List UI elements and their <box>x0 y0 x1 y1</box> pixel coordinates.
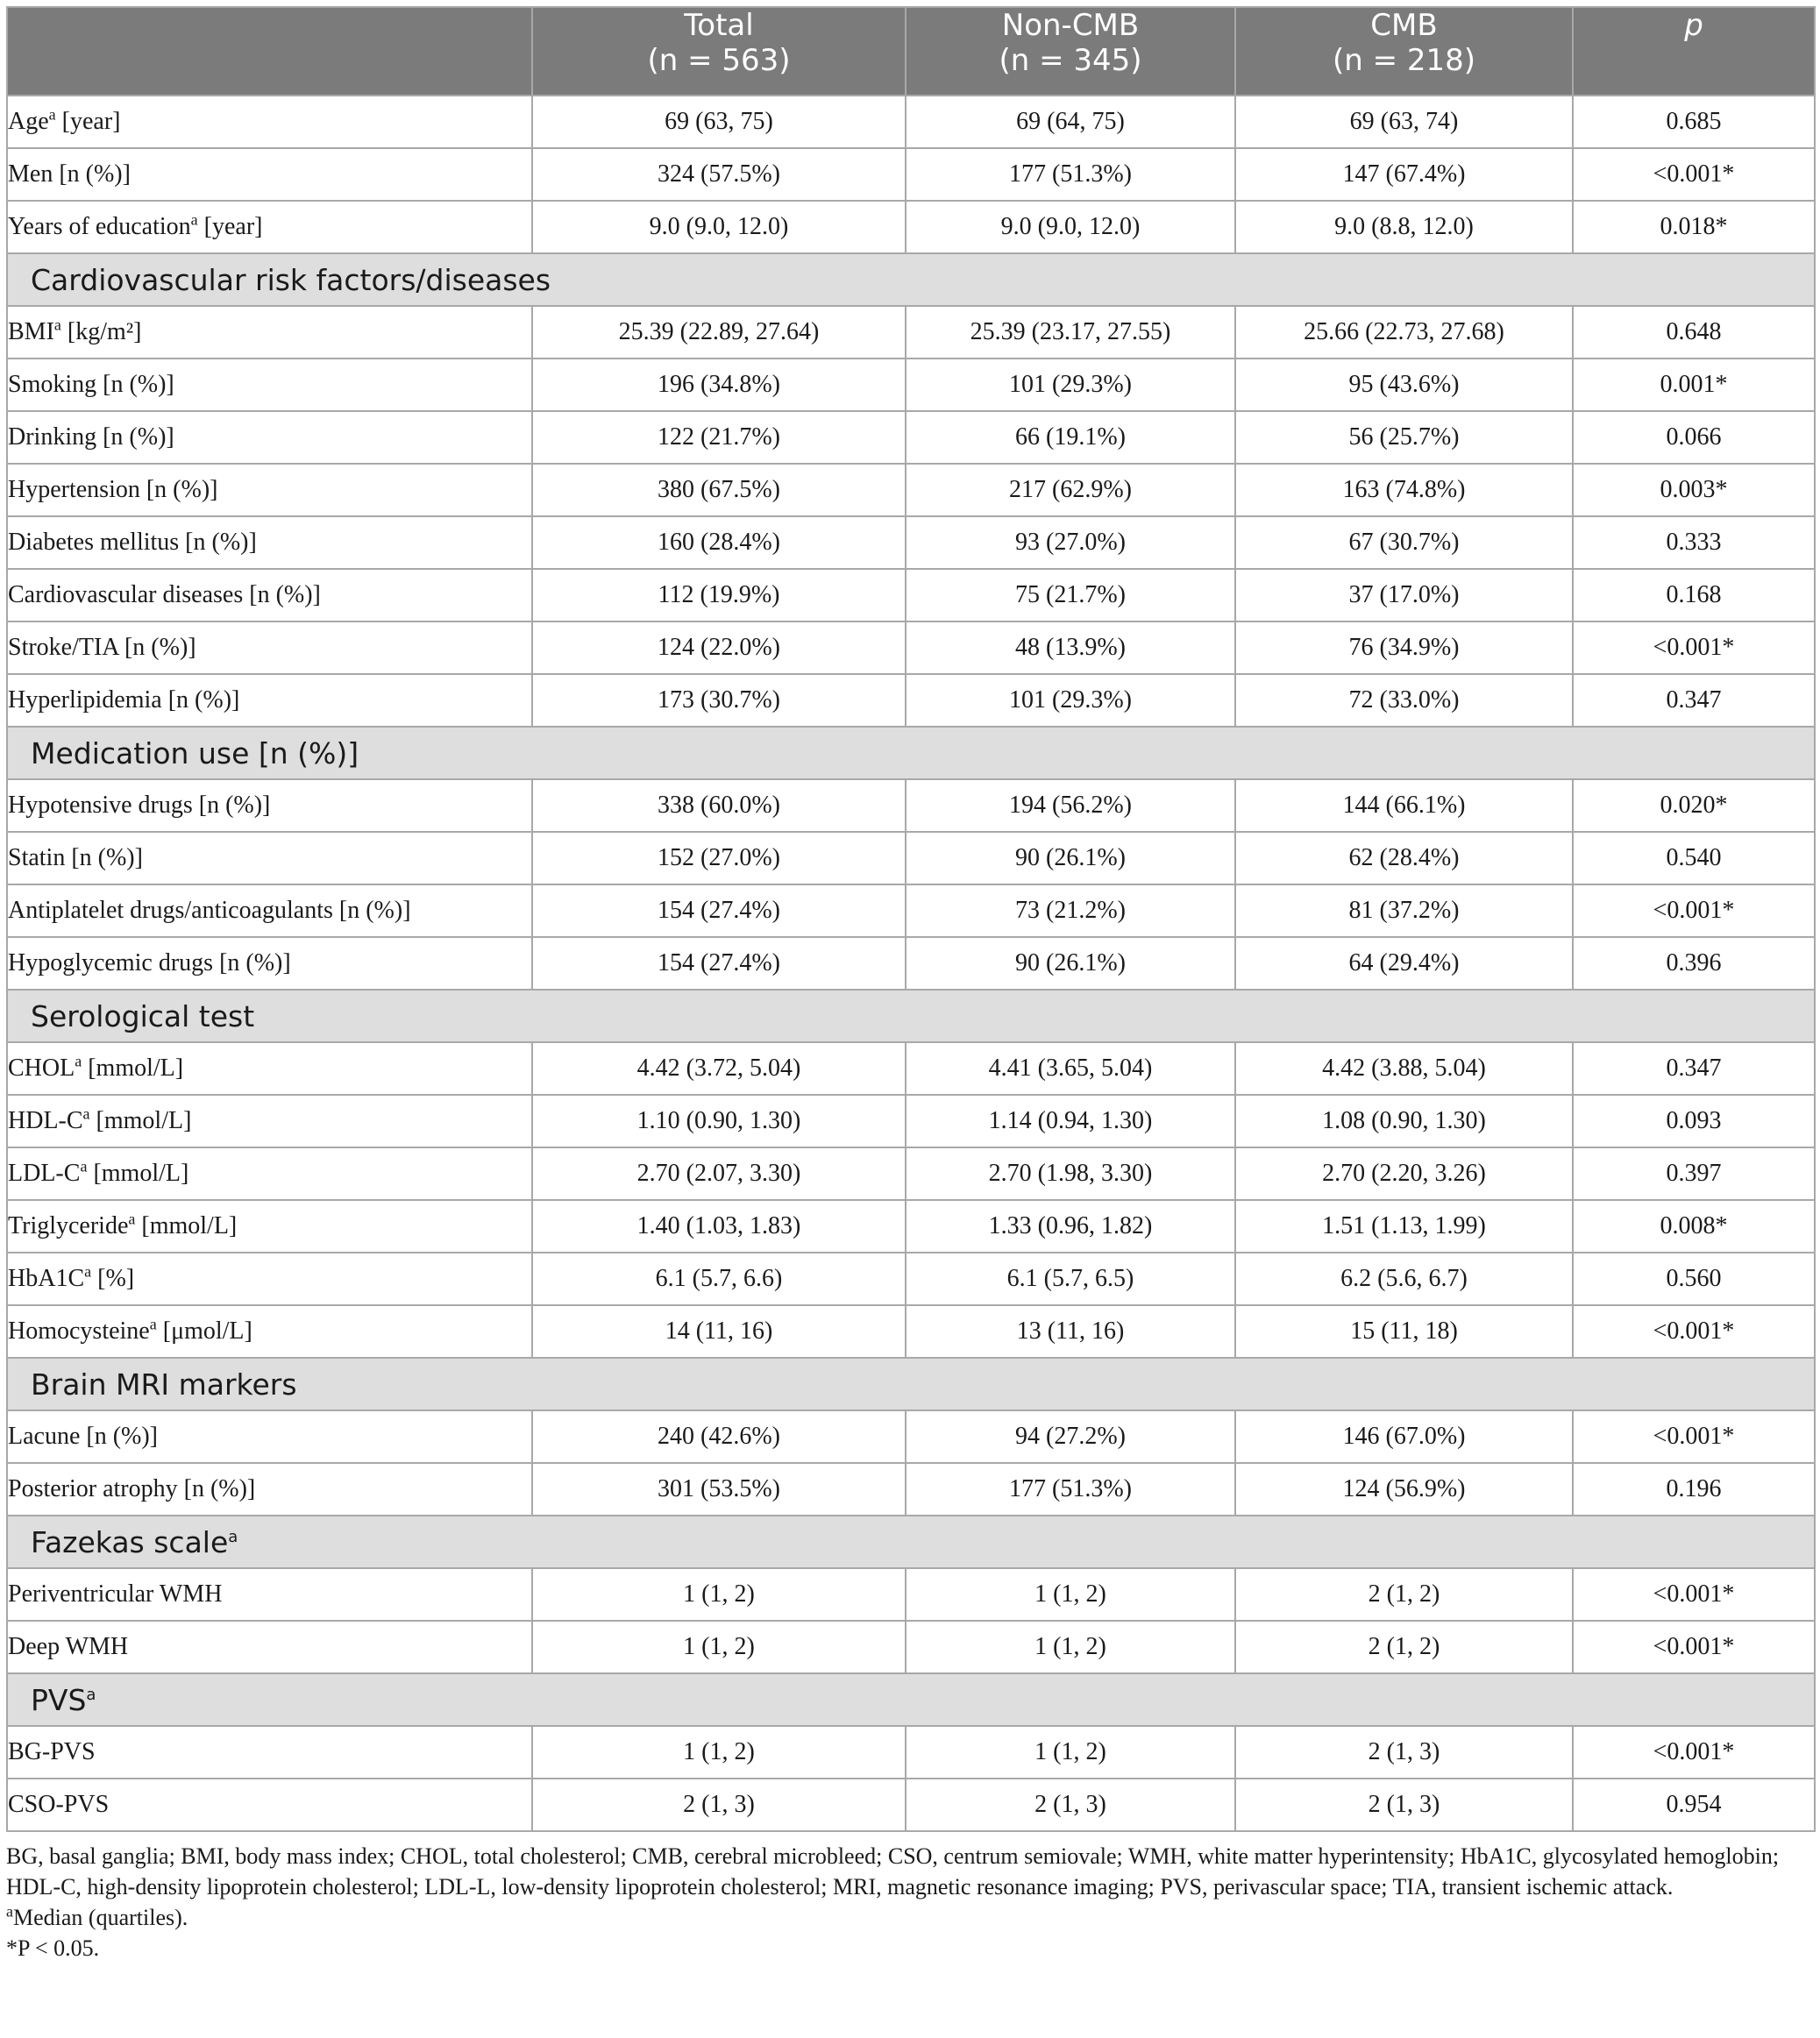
header-cmb-n: (n = 218) <box>1332 43 1476 78</box>
row-label-unit: [kg/m²] <box>60 318 142 345</box>
header-cmb-title: CMB <box>1370 8 1438 43</box>
row-label-text: Triglyceride <box>8 1212 129 1239</box>
cell-non-cmb: 1 (1, 2) <box>906 1726 1235 1779</box>
section-row <box>7 1358 1815 1410</box>
header-row <box>7 7 1815 96</box>
row-label-footnote-marker: a <box>75 1052 82 1070</box>
cell-cmb: 62 (28.4%) <box>1235 832 1573 884</box>
section-title <box>7 1516 1815 1568</box>
cell-p-value: 0.648 <box>1573 306 1815 359</box>
cell-non-cmb: 73 (21.2%) <box>906 884 1235 937</box>
cell-cmb: 2 (1, 3) <box>1235 1726 1573 1779</box>
cell-p-value: <0.001* <box>1573 1726 1815 1779</box>
header-p <box>1573 7 1815 96</box>
table-row <box>7 411 1815 464</box>
cell-non-cmb: 90 (26.1%) <box>906 937 1235 990</box>
row-label-text: Homocysteine <box>8 1317 150 1345</box>
row-label <box>7 516 532 569</box>
cell-p-value: 0.018* <box>1573 201 1815 253</box>
row-label-text: Age <box>8 108 49 135</box>
cell-cmb: 15 (11, 18) <box>1235 1305 1573 1358</box>
row-label-text: Hypertension [n (%)] <box>8 476 218 503</box>
cell-cmb: 81 (37.2%) <box>1235 884 1573 937</box>
footnote-abbreviations: BG, basal ganglia; BMI, body mass index; CHOL, total cholesterol; CMB, cerebral microbleed; CSO, centrum semiovale; WMH, white matter hyperintensity; HbA1C, glycosylated hemoglobin; HDL-C, high-density lipoprotein cholesterol; LDL-L, low-density lipoprotein cholesterol; MRI, magnetic resonance imaging; PVS, perivascular space; TIA, transient ischemic attack. <box>6 1843 1780 1900</box>
row-label-text: Hyperlipidemia [n (%)] <box>8 686 240 714</box>
table-row <box>7 464 1815 516</box>
row-label-text: BMI <box>8 318 54 345</box>
table-row <box>7 1568 1815 1621</box>
cell-non-cmb: 94 (27.2%) <box>906 1410 1235 1463</box>
cell-cmb: 147 (67.4%) <box>1235 148 1573 201</box>
row-label <box>7 1568 532 1621</box>
section-row <box>7 1673 1815 1726</box>
row-label-unit: [μmol/L] <box>156 1317 252 1345</box>
cell-total: 154 (27.4%) <box>532 937 906 990</box>
table-row <box>7 1726 1815 1779</box>
cell-cmb: 69 (63, 74) <box>1235 96 1573 148</box>
row-label <box>7 1147 532 1200</box>
header-cmb <box>1235 7 1573 96</box>
row-label <box>7 1463 532 1516</box>
cell-cmb: 9.0 (8.8, 12.0) <box>1235 201 1573 253</box>
cell-non-cmb: 2.70 (1.98, 3.30) <box>906 1147 1235 1200</box>
header-non-cmb-n: (n = 345) <box>999 43 1142 78</box>
row-label-text: LDL-C <box>8 1160 81 1187</box>
header-total-title: Total <box>684 8 754 43</box>
cell-total: 1.10 (0.90, 1.30) <box>532 1095 906 1147</box>
cell-cmb: 2 (1, 2) <box>1235 1621 1573 1673</box>
cell-p-value: 0.168 <box>1573 569 1815 621</box>
cell-cmb: 2.70 (2.20, 3.26) <box>1235 1147 1573 1200</box>
row-label <box>7 884 532 937</box>
cell-total: 173 (30.7%) <box>532 674 906 727</box>
cell-total: 152 (27.0%) <box>532 832 906 884</box>
cell-non-cmb: 4.41 (3.65, 5.04) <box>906 1042 1235 1095</box>
row-label-unit: [mmol/L] <box>87 1160 189 1187</box>
cell-total: 324 (57.5%) <box>532 148 906 201</box>
cell-total: 2 (1, 3) <box>532 1779 906 1831</box>
header-non-cmb-title: Non-CMB <box>1001 8 1140 43</box>
section-title <box>7 1673 1815 1726</box>
row-label-footnote-marker: a <box>149 1315 157 1333</box>
row-label <box>7 201 532 253</box>
cell-cmb: 4.42 (3.88, 5.04) <box>1235 1042 1573 1095</box>
cell-p-value: 0.008* <box>1573 1200 1815 1253</box>
row-label-footnote-marker: a <box>80 1157 88 1175</box>
table-row <box>7 359 1815 411</box>
table-row <box>7 1410 1815 1463</box>
footnote-median-text: Median (quartiles). <box>13 1905 188 1930</box>
row-label-unit: [mmol/L] <box>135 1212 238 1239</box>
cell-cmb: 95 (43.6%) <box>1235 359 1573 411</box>
section-title-text: Serological test <box>31 998 255 1033</box>
table-row <box>7 1621 1815 1673</box>
row-label-footnote-marker: a <box>128 1210 136 1228</box>
cell-total: 69 (63, 75) <box>532 96 906 148</box>
table-row <box>7 1200 1815 1253</box>
cell-p-value: 0.066 <box>1573 411 1815 464</box>
cell-p-value: <0.001* <box>1573 1568 1815 1621</box>
cell-cmb: 124 (56.9%) <box>1235 1463 1573 1516</box>
cell-total: 196 (34.8%) <box>532 359 906 411</box>
table-row <box>7 148 1815 201</box>
table-row <box>7 1095 1815 1147</box>
cell-non-cmb: 66 (19.1%) <box>906 411 1235 464</box>
cell-cmb: 76 (34.9%) <box>1235 621 1573 674</box>
cell-p-value: 0.333 <box>1573 516 1815 569</box>
header-label-column <box>7 7 532 96</box>
row-label <box>7 1726 532 1779</box>
cell-total: 1.40 (1.03, 1.83) <box>532 1200 906 1253</box>
section-row <box>7 1516 1815 1568</box>
cell-p-value: 0.093 <box>1573 1095 1815 1147</box>
cell-cmb: 56 (25.7%) <box>1235 411 1573 464</box>
cell-p-value: 0.540 <box>1573 832 1815 884</box>
cell-p-value: 0.954 <box>1573 1779 1815 1831</box>
cell-total: 9.0 (9.0, 12.0) <box>532 201 906 253</box>
row-label <box>7 569 532 621</box>
cell-total: 154 (27.4%) <box>532 884 906 937</box>
cell-total: 25.39 (22.89, 27.64) <box>532 306 906 359</box>
row-label <box>7 96 532 148</box>
cell-cmb: 64 (29.4%) <box>1235 937 1573 990</box>
section-title-footnote-marker: a <box>228 1527 238 1546</box>
row-label-text: Cardiovascular diseases [n (%)] <box>8 581 321 608</box>
cell-cmb: 6.2 (5.6, 6.7) <box>1235 1253 1573 1305</box>
cell-total: 240 (42.6%) <box>532 1410 906 1463</box>
row-label <box>7 674 532 727</box>
row-label-text: Smoking [n (%)] <box>8 371 174 398</box>
footnote-significance: *P < 0.05. <box>6 1935 100 1961</box>
table-row <box>7 569 1815 621</box>
row-label-text: Men [n (%)] <box>8 160 131 188</box>
table-footnotes <box>6 1841 1814 1963</box>
cell-p-value: <0.001* <box>1573 1305 1815 1358</box>
row-label-footnote-marker: a <box>84 1262 92 1281</box>
cell-non-cmb: 75 (21.7%) <box>906 569 1235 621</box>
cell-cmb: 2 (1, 2) <box>1235 1568 1573 1621</box>
table-container <box>6 6 1814 1963</box>
row-label-text: BG-PVS <box>8 1738 96 1765</box>
row-label-footnote-marker: a <box>82 1104 90 1123</box>
cell-p-value: <0.001* <box>1573 1410 1815 1463</box>
section-title-footnote-marker: a <box>86 1685 96 1704</box>
table-row <box>7 306 1815 359</box>
cell-cmb: 163 (74.8%) <box>1235 464 1573 516</box>
table-row <box>7 779 1815 832</box>
cell-p-value: 0.020* <box>1573 779 1815 832</box>
cell-cmb: 1.51 (1.13, 1.99) <box>1235 1200 1573 1253</box>
cell-non-cmb: 25.39 (23.17, 27.55) <box>906 306 1235 359</box>
row-label-text: HDL-C <box>8 1107 83 1134</box>
row-label-text: Hypoglycemic drugs [n (%)] <box>8 949 291 976</box>
table-row <box>7 937 1815 990</box>
row-label-text: Diabetes mellitus [n (%)] <box>8 529 257 556</box>
cell-p-value: 0.396 <box>1573 937 1815 990</box>
cell-total: 160 (28.4%) <box>532 516 906 569</box>
row-label-text: CSO-PVS <box>8 1791 110 1818</box>
cell-cmb: 1.08 (0.90, 1.30) <box>1235 1095 1573 1147</box>
row-label <box>7 1095 532 1147</box>
cell-non-cmb: 6.1 (5.7, 6.5) <box>906 1253 1235 1305</box>
cell-p-value: 0.560 <box>1573 1253 1815 1305</box>
row-label-text: Stroke/TIA [n (%)] <box>8 634 196 661</box>
cell-non-cmb: 177 (51.3%) <box>906 1463 1235 1516</box>
cell-non-cmb: 101 (29.3%) <box>906 359 1235 411</box>
header-p-title: p <box>1684 8 1703 43</box>
cell-non-cmb: 13 (11, 16) <box>906 1305 1235 1358</box>
row-label <box>7 1410 532 1463</box>
table-row <box>7 1042 1815 1095</box>
section-row <box>7 990 1815 1042</box>
table-row <box>7 1147 1815 1200</box>
cell-non-cmb: 101 (29.3%) <box>906 674 1235 727</box>
cell-total: 124 (22.0%) <box>532 621 906 674</box>
cell-p-value: 0.685 <box>1573 96 1815 148</box>
table-row <box>7 884 1815 937</box>
row-label-text: HbA1C <box>8 1265 85 1292</box>
cell-p-value: <0.001* <box>1573 148 1815 201</box>
row-label-text: Periventricular WMH <box>8 1580 223 1608</box>
cell-total: 1 (1, 2) <box>532 1726 906 1779</box>
cell-non-cmb: 194 (56.2%) <box>906 779 1235 832</box>
cell-p-value: 0.196 <box>1573 1463 1815 1516</box>
row-label-unit: [mmol/L] <box>89 1107 192 1134</box>
cell-total: 1 (1, 2) <box>532 1621 906 1673</box>
table-row <box>7 96 1815 148</box>
cell-non-cmb: 90 (26.1%) <box>906 832 1235 884</box>
cell-total: 2.70 (2.07, 3.30) <box>532 1147 906 1200</box>
row-label-text: Antiplatelet drugs/anticoagulants [n (%)] <box>8 897 411 924</box>
row-label-text: Posterior atrophy [n (%)] <box>8 1475 256 1502</box>
cell-non-cmb: 1.14 (0.94, 1.30) <box>906 1095 1235 1147</box>
cell-cmb: 144 (66.1%) <box>1235 779 1573 832</box>
row-label <box>7 411 532 464</box>
table-row <box>7 201 1815 253</box>
section-row <box>7 727 1815 779</box>
row-label <box>7 1042 532 1095</box>
row-label-text: CHOL <box>8 1055 75 1082</box>
row-label-text: Lacune [n (%)] <box>8 1423 159 1450</box>
section-row <box>7 253 1815 306</box>
cell-total: 380 (67.5%) <box>532 464 906 516</box>
cell-p-value: <0.001* <box>1573 884 1815 937</box>
row-label <box>7 1779 532 1831</box>
header-total <box>532 7 906 96</box>
section-title <box>7 727 1815 779</box>
cell-non-cmb: 9.0 (9.0, 12.0) <box>906 201 1235 253</box>
row-label-text: Statin [n (%)] <box>8 844 143 871</box>
row-label <box>7 1621 532 1673</box>
section-title <box>7 990 1815 1042</box>
row-label <box>7 359 532 411</box>
row-label <box>7 306 532 359</box>
cell-total: 1 (1, 2) <box>532 1568 906 1621</box>
cell-p-value: <0.001* <box>1573 621 1815 674</box>
row-label-text: Drinking [n (%)] <box>8 423 174 451</box>
table-body <box>7 96 1815 1831</box>
section-title <box>7 1358 1815 1410</box>
row-label-unit: [mmol/L] <box>82 1055 184 1082</box>
row-label-footnote-marker: a <box>48 105 56 124</box>
cell-total: 4.42 (3.72, 5.04) <box>532 1042 906 1095</box>
row-label <box>7 1305 532 1358</box>
section-title <box>7 253 1815 306</box>
cell-total: 301 (53.5%) <box>532 1463 906 1516</box>
cell-non-cmb: 1 (1, 2) <box>906 1621 1235 1673</box>
table-row <box>7 674 1815 727</box>
cell-non-cmb: 1 (1, 2) <box>906 1568 1235 1621</box>
row-label <box>7 937 532 990</box>
cell-p-value: 0.347 <box>1573 674 1815 727</box>
row-label <box>7 1253 532 1305</box>
row-label-unit: [%] <box>91 1265 135 1292</box>
cell-cmb: 25.66 (22.73, 27.68) <box>1235 306 1573 359</box>
cell-p-value: 0.001* <box>1573 359 1815 411</box>
cell-total: 122 (21.7%) <box>532 411 906 464</box>
cell-cmb: 2 (1, 3) <box>1235 1779 1573 1831</box>
row-label-text: Deep WMH <box>8 1633 129 1660</box>
table-row <box>7 1779 1815 1831</box>
cell-total: 6.1 (5.7, 6.6) <box>532 1253 906 1305</box>
cell-cmb: 146 (67.0%) <box>1235 1410 1573 1463</box>
table-row <box>7 516 1815 569</box>
table-row <box>7 1253 1815 1305</box>
section-title-text: Fazekas scale <box>31 1524 229 1559</box>
row-label-footnote-marker: a <box>53 316 61 334</box>
row-label-unit: [year] <box>55 108 121 135</box>
cell-non-cmb: 217 (62.9%) <box>906 464 1235 516</box>
row-label <box>7 1200 532 1253</box>
characteristics-table <box>6 6 1816 1832</box>
cell-p-value: 0.003* <box>1573 464 1815 516</box>
section-title-text: Brain MRI markers <box>31 1367 297 1402</box>
row-label <box>7 621 532 674</box>
footnote-median-marker: a <box>6 1902 13 1921</box>
row-label-text: Hypotensive drugs [n (%)] <box>8 792 271 819</box>
cell-non-cmb: 69 (64, 75) <box>906 96 1235 148</box>
row-label <box>7 779 532 832</box>
table-row <box>7 1463 1815 1516</box>
header-total-n: (n = 563) <box>647 43 791 78</box>
row-label-footnote-marker: a <box>190 210 198 229</box>
table-row <box>7 1305 1815 1358</box>
row-label <box>7 832 532 884</box>
row-label <box>7 148 532 201</box>
cell-non-cmb: 177 (51.3%) <box>906 148 1235 201</box>
section-title-text: Cardiovascular risk factors/diseases <box>31 262 551 297</box>
cell-total: 338 (60.0%) <box>532 779 906 832</box>
table-row <box>7 832 1815 884</box>
cell-cmb: 72 (33.0%) <box>1235 674 1573 727</box>
cell-total: 14 (11, 16) <box>532 1305 906 1358</box>
footnote-median <box>6 1902 1814 1933</box>
cell-non-cmb: 2 (1, 3) <box>906 1779 1235 1831</box>
section-title-text: PVS <box>31 1682 87 1717</box>
section-title-text: Medication use [n (%)] <box>31 735 359 770</box>
cell-p-value: <0.001* <box>1573 1621 1815 1673</box>
cell-non-cmb: 1.33 (0.96, 1.82) <box>906 1200 1235 1253</box>
header-non-cmb <box>906 7 1235 96</box>
cell-non-cmb: 93 (27.0%) <box>906 516 1235 569</box>
cell-cmb: 67 (30.7%) <box>1235 516 1573 569</box>
row-label-text: Years of education <box>8 213 191 240</box>
table-row <box>7 621 1815 674</box>
cell-p-value: 0.397 <box>1573 1147 1815 1200</box>
cell-non-cmb: 48 (13.9%) <box>906 621 1235 674</box>
cell-cmb: 37 (17.0%) <box>1235 569 1573 621</box>
row-label <box>7 464 532 516</box>
cell-total: 112 (19.9%) <box>532 569 906 621</box>
cell-p-value: 0.347 <box>1573 1042 1815 1095</box>
row-label-unit: [year] <box>197 213 263 240</box>
